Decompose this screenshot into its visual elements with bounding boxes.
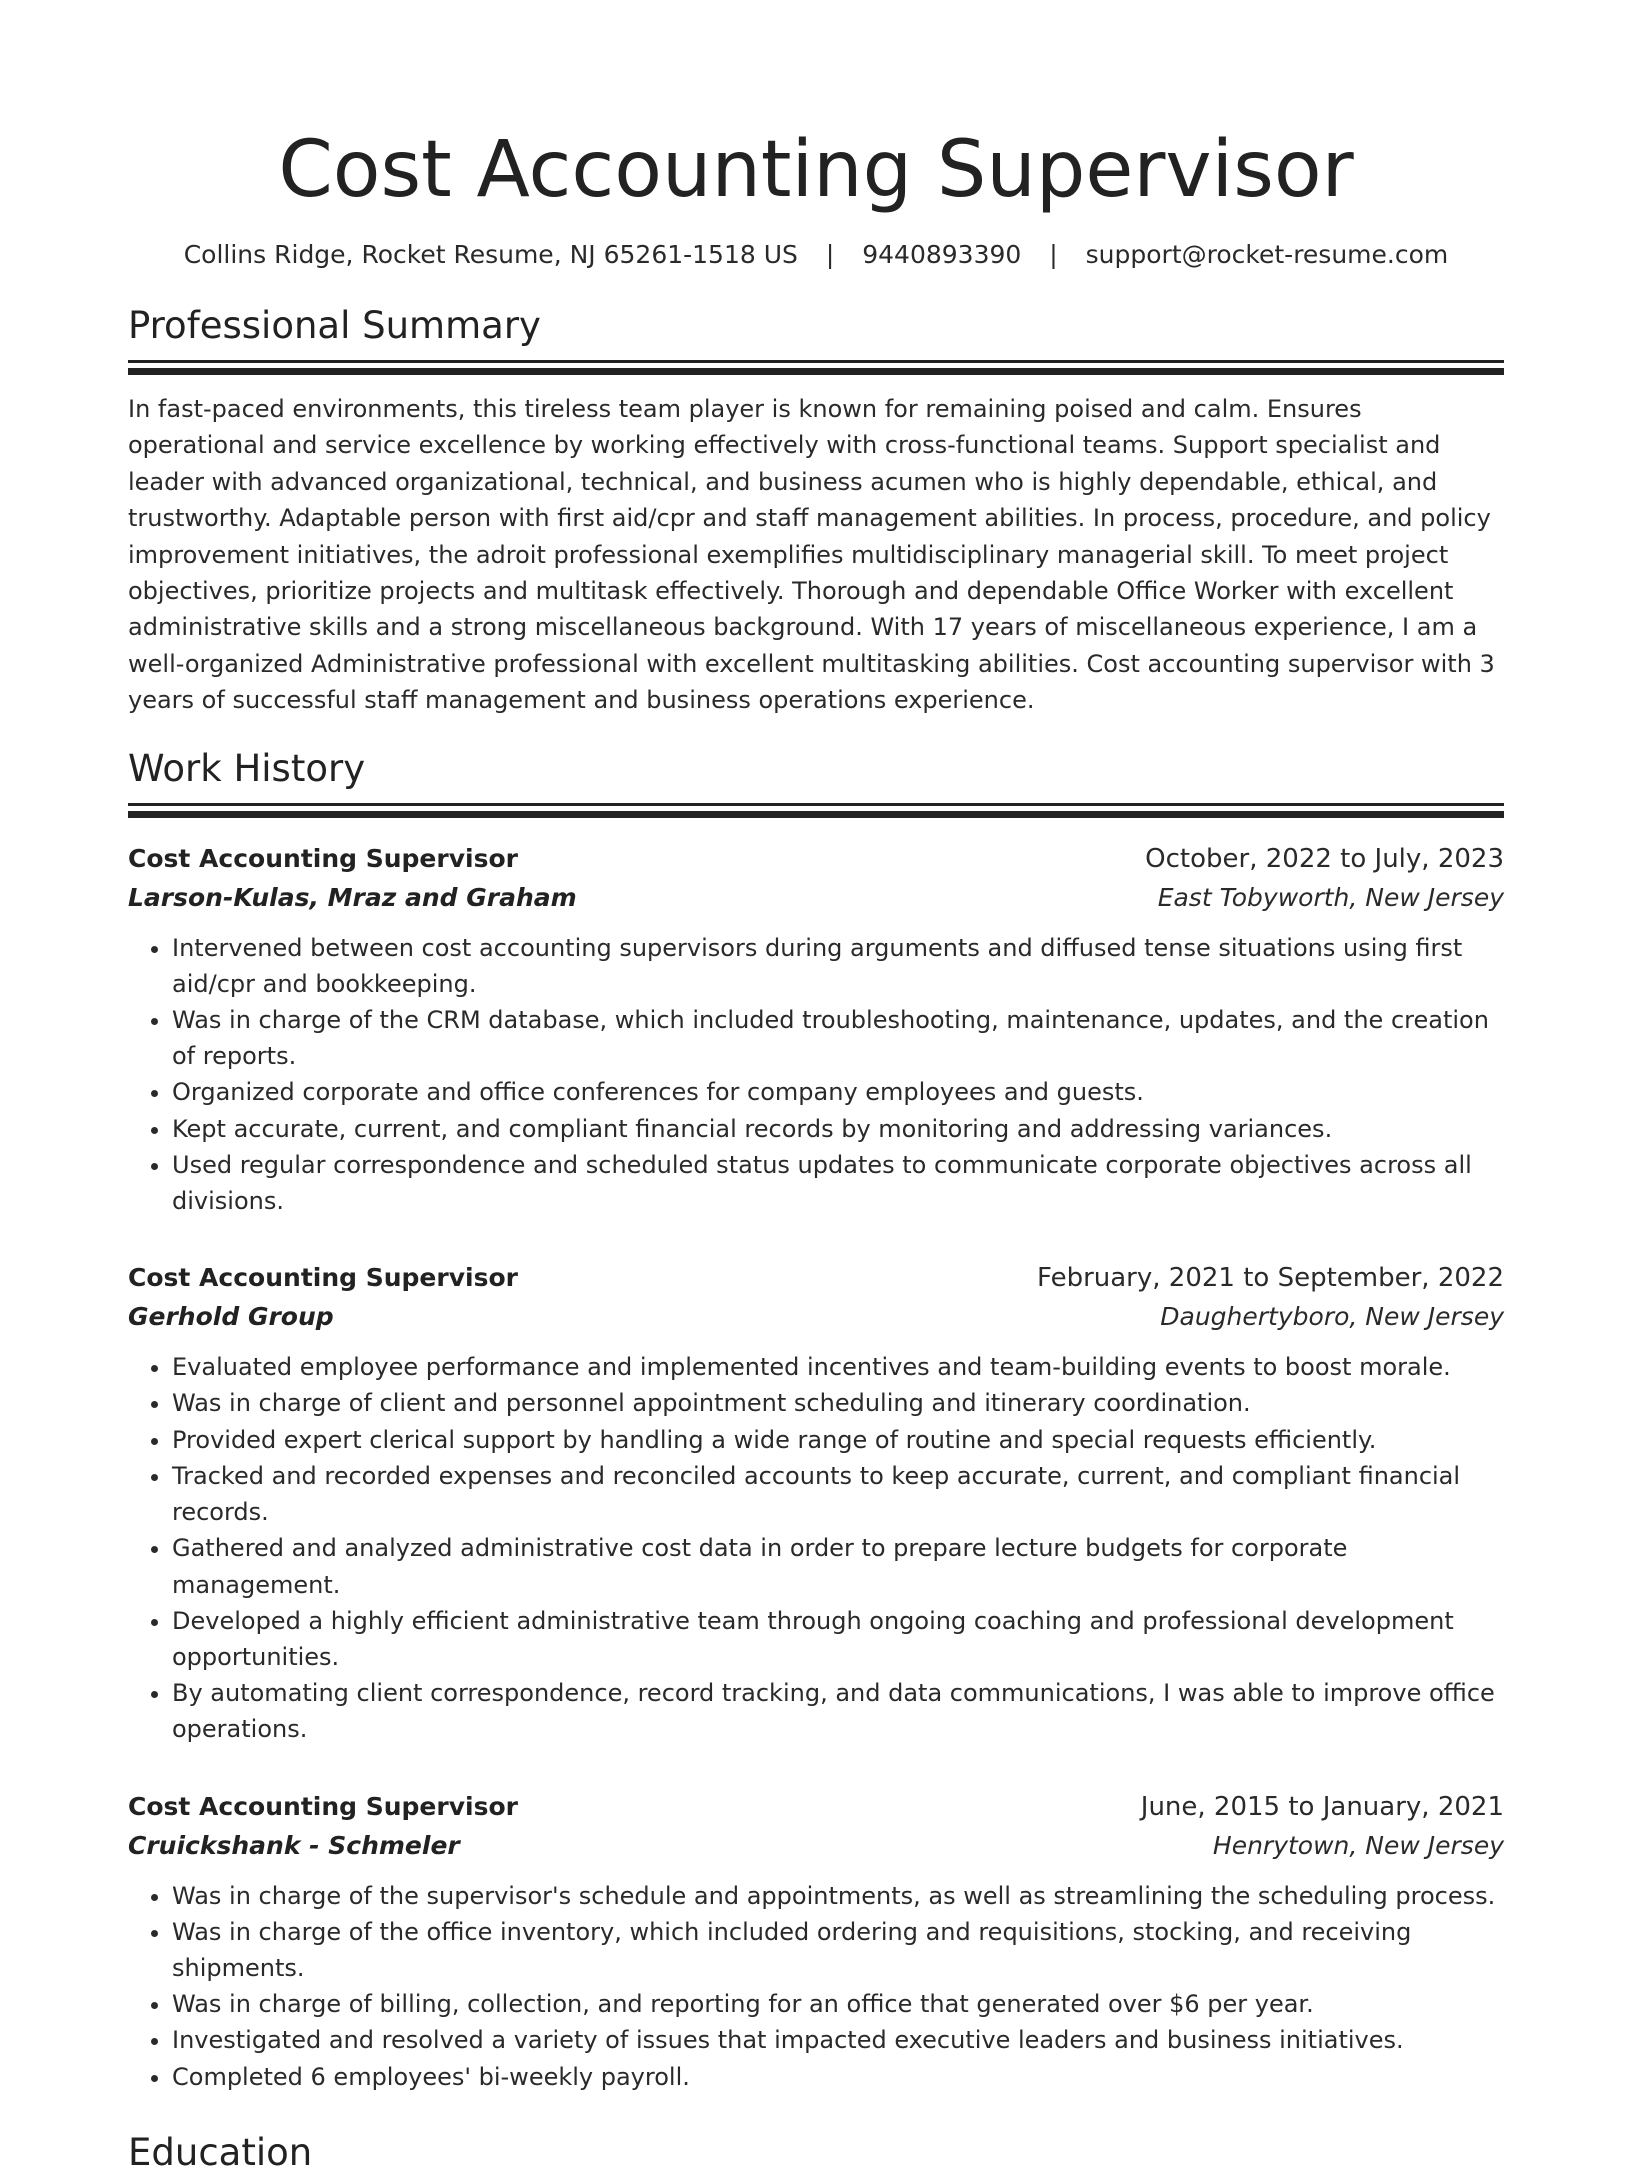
job-bullet: • Was in charge of the supervisor's schedule and appointments, as well as streamlining the scheduling process. <box>172 1878 1504 1914</box>
job-company: Gerhold Group <box>128 1302 334 1332</box>
job-bullet: • Organized corporate and office conferences for company employees and guests. <box>172 1074 1504 1110</box>
contact-separator: | <box>825 240 835 269</box>
job-company-row <box>128 1826 1504 1866</box>
job-location: Daughertyboro, New Jersey <box>1160 1302 1504 1332</box>
job-bullet: • Investigated and resolved a variety of issues that impacted executive leaders and business initiatives. <box>172 2022 1504 2058</box>
job-header-row <box>128 840 1504 878</box>
job-title: Cost Accounting Supervisor <box>128 1263 518 1293</box>
section-divider <box>128 360 1504 363</box>
job-bullet: • Intervened between cost accounting supervisors during arguments and diffused tense situations using first aid/cpr and bookkeeping. <box>172 930 1504 1002</box>
section-heading-summary: Professional Summary <box>128 304 541 347</box>
job-bullet: • By automating client correspondence, record tracking, and data communications, I was able to improve office operations. <box>172 1675 1504 1747</box>
job-bullet: • Tracked and recorded expenses and reconciled accounts to keep accurate, current, and compliant financial records. <box>172 1458 1504 1530</box>
section-divider <box>128 803 1504 806</box>
job-bullet: • Was in charge of client and personnel appointment scheduling and itinerary coordination. <box>172 1385 1504 1421</box>
section-heading-work: Work History <box>128 746 366 790</box>
job-bullet-list <box>128 930 1504 1220</box>
contact-email: support@rocket-resume.com <box>1085 240 1449 269</box>
job-bullet: • Gathered and analyzed administrative cost data in order to prepare lecture budgets for corporate management. <box>172 1530 1504 1602</box>
contact-separator: | <box>1049 240 1058 269</box>
job-company-row <box>128 878 1504 918</box>
contact-phone: 9440893390 <box>862 240 1022 269</box>
section-divider-thick <box>128 368 1504 375</box>
job-header-row <box>128 1259 1504 1297</box>
job-title: Cost Accounting Supervisor <box>128 843 518 873</box>
section-heading-education: Education <box>128 2130 313 2174</box>
job-dates: June, 2015 to January, 2021 <box>1140 1791 1504 1822</box>
job-company: Cruickshank - Schmeler <box>128 1830 460 1860</box>
job-location: Henrytown, New Jersey <box>1212 1830 1504 1860</box>
job-bullet: • Completed 6 employees' bi-weekly payroll. <box>172 2059 1504 2095</box>
work-history-section <box>128 745 1504 2095</box>
job-bullet: • Developed a highly efficient administrative team through ongoing coaching and professional development opportunities. <box>172 1603 1504 1675</box>
job-bullet: • Kept accurate, current, and compliant financial records by monitoring and addressing variances. <box>172 1111 1504 1147</box>
job-entry <box>128 840 1504 1220</box>
job-bullet-list <box>128 1878 1504 2095</box>
job-company: Larson-Kulas, Mraz and Graham <box>128 882 577 912</box>
job-bullet: • Used regular correspondence and scheduled status updates to communicate corporate objectives across all divisions. <box>172 1147 1504 1219</box>
job-bullet: • Was in charge of the office inventory, which included ordering and requisitions, stocking, and receiving shipments. <box>172 1914 1504 1986</box>
job-bullet: • Evaluated employee performance and implemented incentives and team-building events to boost morale. <box>172 1349 1504 1385</box>
job-bullet-list <box>128 1349 1504 1747</box>
education-section <box>128 2129 1504 2177</box>
job-bullet: • Provided expert clerical support by handling a wide range of routine and special requests efficiently. <box>172 1422 1504 1458</box>
resume-name-title: Cost Accounting Supervisor <box>278 125 1354 215</box>
professional-summary-section <box>128 302 1504 719</box>
contact-address: Collins Ridge, Rocket Resume, NJ 65261-1518 US <box>183 240 798 269</box>
job-entry <box>128 1259 1504 1747</box>
contact-line <box>128 238 1504 272</box>
job-header-row <box>128 1788 1504 1826</box>
summary-text: In fast-paced environments, this tireless team player is known for remaining poised and calm. Ensures operational and service excellence by working effectively with cross-functional teams. Support specialist and leader with advanced organizational, technical, and business acumen who is highly dependable, ethical, and trustworthy. Adaptable person with first aid/cpr and staff management abilities. In process, procedure, and policy improvement initiatives, the adroit professional exemplifies multidisciplinary managerial skill. To meet project objectives, prioritize projects and multitask effectively. Thorough and dependable Office Worker with excellent administrative skills and a strong miscellaneous background. With 17 years of miscellaneous experience, I am a well-organized Administrative professional with excellent multitasking abilities. Cost accounting supervisor with 3 years of successful staff management and business operations experience. <box>128 395 1495 715</box>
job-dates: October, 2022 to July, 2023 <box>1145 843 1504 874</box>
job-company-row <box>128 1297 1504 1337</box>
job-bullet: • Was in charge of billing, collection, and reporting for an office that generated over $6 per year. <box>172 1986 1504 2022</box>
job-entry <box>128 1788 1504 2095</box>
job-location: East Tobyworth, New Jersey <box>1157 882 1504 912</box>
job-title: Cost Accounting Supervisor <box>128 1791 518 1821</box>
section-divider-thick <box>128 811 1504 818</box>
job-bullet: • Was in charge of the CRM database, which included troubleshooting, maintenance, updates, and the creation of reports. <box>172 1002 1504 1074</box>
resume-page <box>128 0 1504 2177</box>
job-dates: February, 2021 to September, 2022 <box>1037 1263 1504 1294</box>
